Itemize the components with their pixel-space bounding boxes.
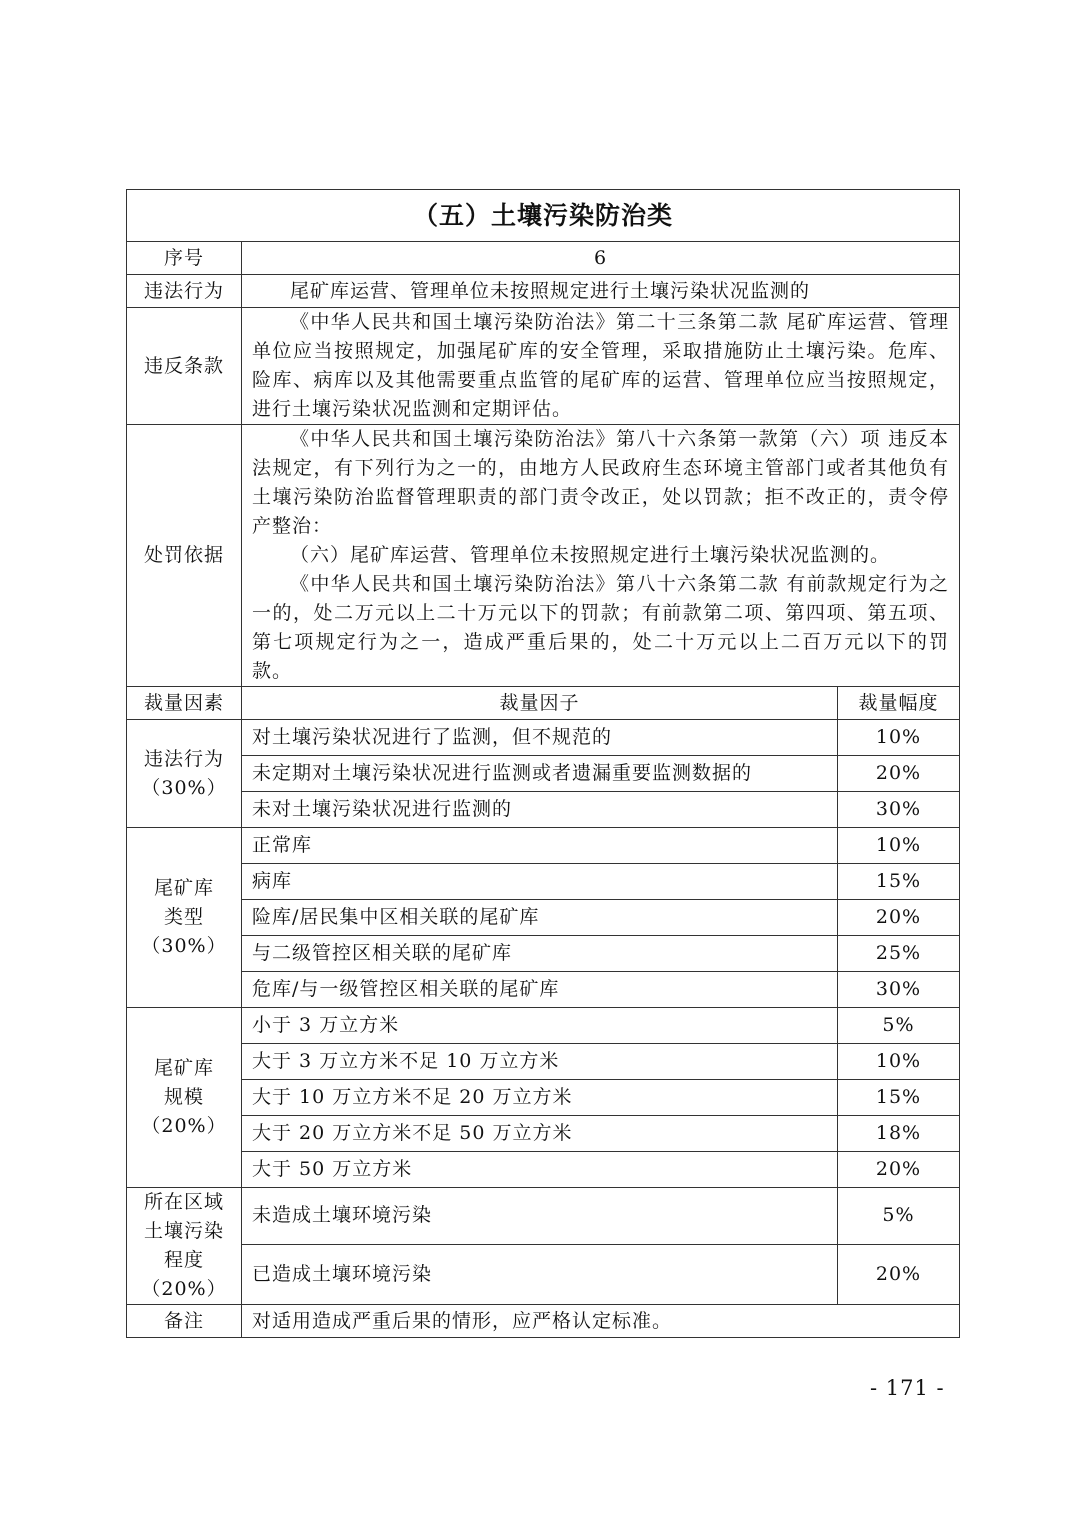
factor-range: 30% bbox=[838, 792, 960, 828]
factor-item: 大于 3 万立方米不足 10 万立方米 bbox=[242, 1044, 838, 1080]
serial-value: 6 bbox=[242, 242, 960, 275]
factor-range: 5% bbox=[838, 1008, 960, 1044]
violated-clause-text: 《中华人民共和国土壤污染防治法》第二十三条第二款 尾矿库运营、管理单位应当按照规定，加强尾矿库的安全管理，采取措施防止土壤污染。危库、险库、病库以及其他需要重点监管的尾矿库的运营、管理单位应当按照规定，进行土壤污染状况监测和定期评估。 bbox=[242, 308, 960, 425]
header-item: 裁量因子 bbox=[242, 687, 838, 720]
factor-item: 危库/与一级管控区相关联的尾矿库 bbox=[242, 972, 838, 1008]
factor-item: 与二级管控区相关联的尾矿库 bbox=[242, 936, 838, 972]
violated-clause-label: 违反条款 bbox=[127, 308, 242, 425]
group-label-pollution-degree: 所在区域 土壤污染 程度 （20%） bbox=[127, 1188, 242, 1305]
penalty-basis-label: 处罚依据 bbox=[127, 425, 242, 687]
factor-item: 未造成土壤环境污染 bbox=[242, 1188, 838, 1245]
header-factor: 裁量因素 bbox=[127, 687, 242, 720]
penalty-basis-paragraph: 《中华人民共和国土壤污染防治法》第八十六条第二款 有前款规定行为之一的，处二万元以上二十万元以下的罚款；有前款第二项、第四项、第五项、第七项规定行为之一，造成严重后果的，处二十万元以上二百万元以下的罚款。 bbox=[252, 573, 949, 682]
penalty-basis-paragraph: （六）尾矿库运营、管理单位未按照规定进行土壤污染状况监测的。 bbox=[290, 544, 891, 566]
penalty-basis-text bbox=[242, 425, 960, 687]
violation-text: 尾矿库运营、管理单位未按照规定进行土壤污染状况监测的 bbox=[242, 275, 960, 308]
factor-item: 大于 20 万立方米不足 50 万立方米 bbox=[242, 1116, 838, 1152]
serial-label: 序号 bbox=[127, 242, 242, 275]
group-label-tailings-type: 尾矿库 类型 （30%） bbox=[127, 828, 242, 1008]
factor-range: 20% bbox=[838, 756, 960, 792]
factor-range: 15% bbox=[838, 864, 960, 900]
factor-item: 已造成土壤环境污染 bbox=[242, 1244, 838, 1304]
factor-range: 20% bbox=[838, 900, 960, 936]
factor-item: 正常库 bbox=[242, 828, 838, 864]
remark-text: 对适用造成严重后果的情形，应严格认定标准。 bbox=[242, 1305, 960, 1338]
factor-item: 病库 bbox=[242, 864, 838, 900]
factor-item: 对土壤污染状况进行了监测，但不规范的 bbox=[242, 720, 838, 756]
penalty-basis-paragraph: 《中华人民共和国土壤污染防治法》第八十六条第一款第（六）项 违反本法规定，有下列行为之一的，由地方人民政府生态环境主管部门或者其他负有土壤污染防治监督管理职责的部门责令改正，处以罚款；拒不改正的，责令停产整治： bbox=[252, 428, 949, 537]
group-label-violation: 违法行为 （30%） bbox=[127, 720, 242, 828]
factor-range: 5% bbox=[838, 1188, 960, 1245]
page-number: - 171 - bbox=[870, 1376, 945, 1400]
factor-range: 10% bbox=[838, 1044, 960, 1080]
header-range: 裁量幅度 bbox=[838, 687, 960, 720]
factor-range: 15% bbox=[838, 1080, 960, 1116]
factor-item: 未对土壤污染状况进行监测的 bbox=[242, 792, 838, 828]
factor-range: 25% bbox=[838, 936, 960, 972]
remark-label: 备注 bbox=[127, 1305, 242, 1338]
factor-item: 大于 10 万立方米不足 20 万立方米 bbox=[242, 1080, 838, 1116]
violation-label: 违法行为 bbox=[127, 275, 242, 308]
factor-item: 险库/居民集中区相关联的尾矿库 bbox=[242, 900, 838, 936]
factor-item: 小于 3 万立方米 bbox=[242, 1008, 838, 1044]
factor-range: 20% bbox=[838, 1244, 960, 1304]
factor-range: 10% bbox=[838, 828, 960, 864]
factor-item: 未定期对土壤污染状况进行监测或者遗漏重要监测数据的 bbox=[242, 756, 838, 792]
discretion-table bbox=[126, 189, 960, 1338]
factor-range: 20% bbox=[838, 1152, 960, 1188]
factor-range: 10% bbox=[838, 720, 960, 756]
table-title: （五）土壤污染防治类 bbox=[127, 190, 960, 242]
group-label-tailings-scale: 尾矿库 规模 （20%） bbox=[127, 1008, 242, 1188]
factor-range: 30% bbox=[838, 972, 960, 1008]
factor-item: 大于 50 万立方米 bbox=[242, 1152, 838, 1188]
factor-range: 18% bbox=[838, 1116, 960, 1152]
